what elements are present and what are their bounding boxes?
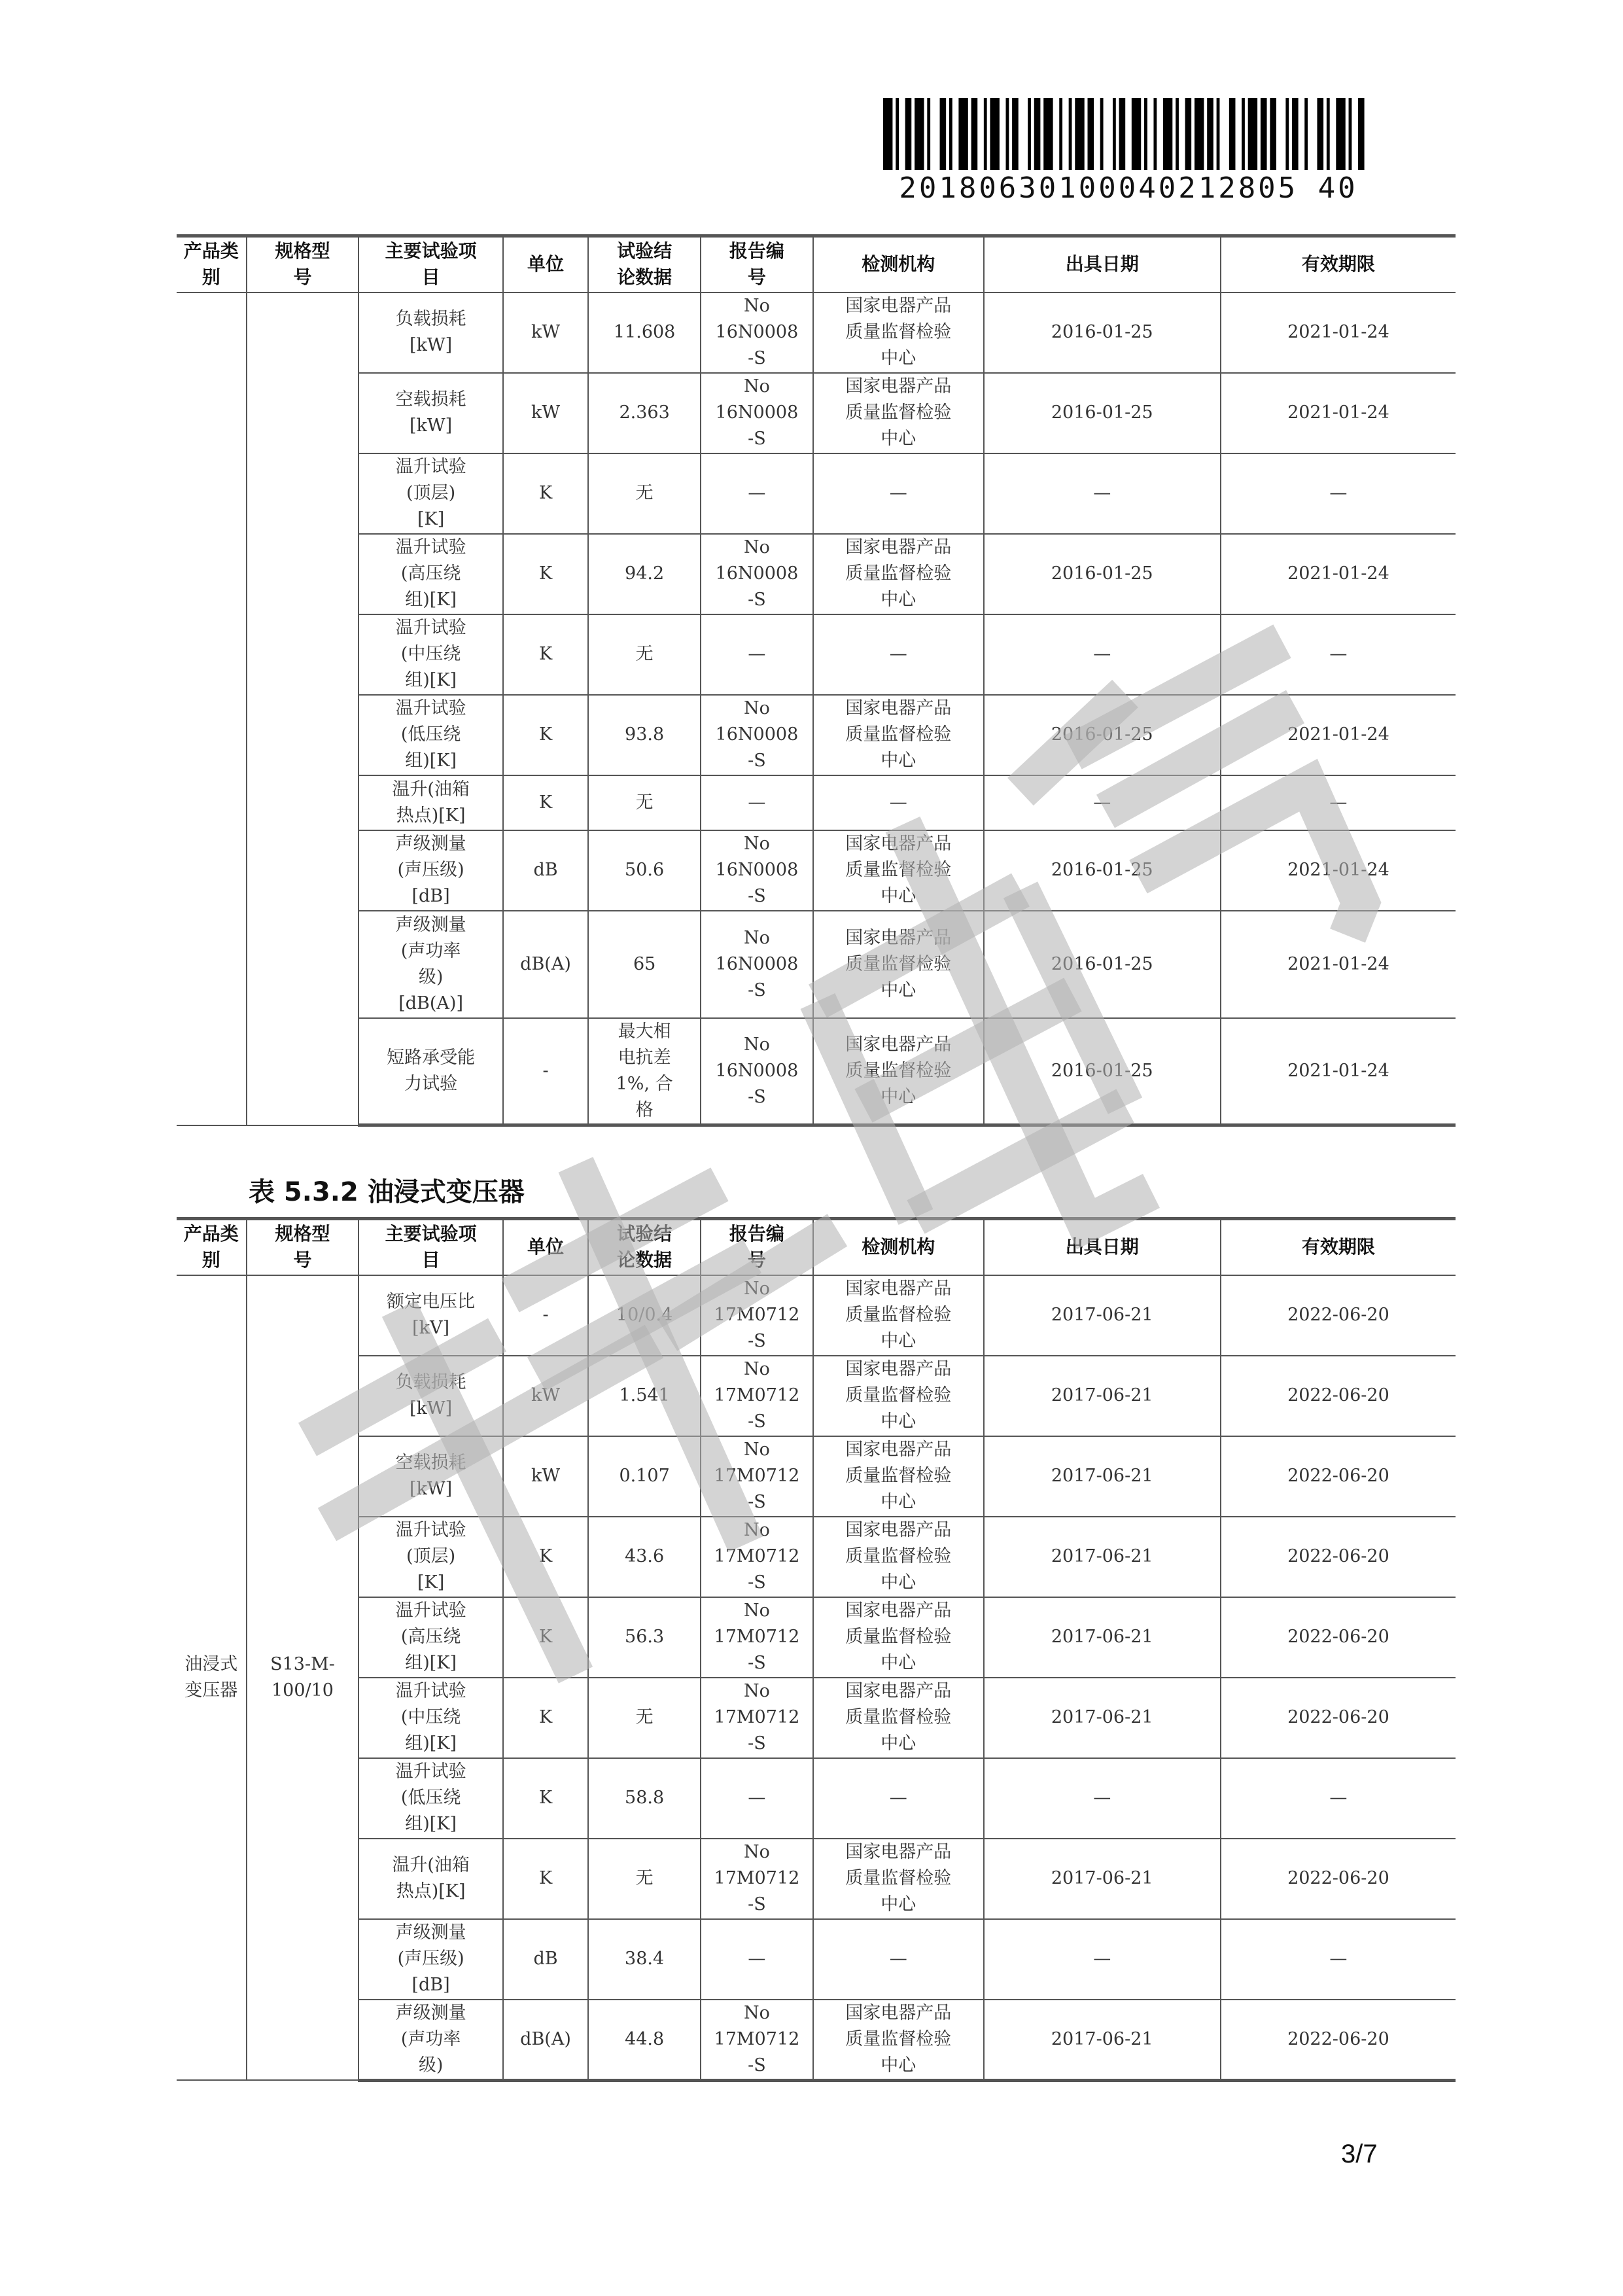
report-number-cell: —	[701, 775, 813, 830]
issue-date-cell: 2016-01-25	[984, 1018, 1221, 1125]
result-value-cell: 0.107	[588, 1436, 701, 1517]
barcode-image	[883, 98, 1374, 170]
issue-date-cell: 2017-06-21	[984, 1275, 1221, 1356]
barcode-bar	[1229, 98, 1236, 170]
test-item-cell: 负载损耗 [kW]	[358, 1356, 502, 1436]
category-cell: 油浸式 变压器	[177, 1275, 247, 2081]
test-organization-cell: 国家电器产品 质量监督检验 中心	[813, 911, 984, 1018]
test-organization-cell: —	[813, 453, 984, 534]
column-header: 产品类 别	[177, 1219, 247, 1275]
issue-date-cell: 2017-06-21	[984, 2000, 1221, 2081]
barcode-bar	[1261, 98, 1267, 170]
barcode-number: 20180630100040212805 40	[899, 171, 1358, 205]
report-number-cell: No 16N0008 -S	[701, 695, 813, 775]
test-item-cell: 声级测量 (声压级) [dB]	[358, 1919, 502, 2000]
test-item-cell: 短路承受能 力试验	[358, 1018, 502, 1125]
barcode-bar	[927, 98, 930, 170]
barcode-bar	[1185, 98, 1192, 170]
test-organization-cell: —	[813, 1758, 984, 1839]
report-number-cell: No 17M0712 -S	[701, 2000, 813, 2081]
test-organization-cell: 国家电器产品 质量监督检验 中心	[813, 1275, 984, 1356]
result-value-cell: 无	[588, 453, 701, 534]
barcode-bar	[1242, 98, 1245, 170]
result-value-cell: 38.4	[588, 1919, 701, 2000]
table-row	[177, 830, 1456, 911]
expiry-date-cell: 2022-06-20	[1221, 1436, 1456, 1517]
test-organization-cell: 国家电器产品 质量监督检验 中心	[813, 1356, 984, 1436]
expiry-date-cell: 2021-01-24	[1221, 911, 1456, 1018]
issue-date-cell: 2017-06-21	[984, 1839, 1221, 1919]
test-organization-cell: 国家电器产品 质量监督检验 中心	[813, 1678, 984, 1758]
barcode-bar	[1006, 98, 1009, 170]
barcode-bar	[1069, 98, 1072, 170]
issue-date-cell: 2016-01-25	[984, 373, 1221, 453]
unit-cell: K	[503, 453, 588, 534]
table-row	[177, 1436, 1456, 1517]
issue-date-cell: 2017-06-21	[984, 1678, 1221, 1758]
test-item-cell: 温升试验 (顶层) [K]	[358, 453, 502, 534]
barcode-bar	[958, 98, 968, 170]
test-organization-cell: 国家电器产品 质量监督检验 中心	[813, 1517, 984, 1597]
table-row	[177, 695, 1456, 775]
result-value-cell: 1.541	[588, 1356, 701, 1436]
column-header: 有效期限	[1221, 236, 1456, 292]
test-item-cell: 温升试验 (顶层) [K]	[358, 1517, 502, 1597]
table-row	[177, 1919, 1456, 2000]
table-row	[177, 614, 1456, 695]
report-number-cell: No 16N0008 -S	[701, 830, 813, 911]
issue-date-cell: 2016-01-25	[984, 695, 1221, 775]
barcode-bar	[1088, 98, 1094, 170]
issue-date-cell: 2017-06-21	[984, 1517, 1221, 1597]
test-organization-cell: 国家电器产品 质量监督检验 中心	[813, 1436, 984, 1517]
model-cell	[247, 292, 359, 1125]
unit-cell: kW	[503, 1436, 588, 1517]
report-number-cell: No 17M0712 -S	[701, 1275, 813, 1356]
unit-cell: dB(A)	[503, 911, 588, 1018]
barcode-bar	[1028, 98, 1031, 170]
issue-date-cell: 2016-01-25	[984, 292, 1221, 373]
page-number: 3/7	[1341, 2140, 1378, 2168]
issue-date-cell: 2017-06-21	[984, 1356, 1221, 1436]
barcode-bar	[1132, 98, 1141, 170]
barcode-bar	[1217, 98, 1220, 170]
expiry-date-cell: —	[1221, 1758, 1456, 1839]
column-header: 检测机构	[813, 1219, 984, 1275]
expiry-date-cell: 2022-06-20	[1221, 1597, 1456, 1678]
barcode-bar	[1270, 98, 1276, 170]
issue-date-cell: 2017-06-21	[984, 1597, 1221, 1678]
result-value-cell: 94.2	[588, 534, 701, 614]
column-header: 单位	[503, 1219, 588, 1275]
table-row	[177, 775, 1456, 830]
issue-date-cell: 2016-01-25	[984, 911, 1221, 1018]
test-organization-cell: —	[813, 775, 984, 830]
barcode-bar	[1153, 98, 1157, 170]
barcode-bar	[1034, 98, 1041, 170]
test-organization-cell: —	[813, 1919, 984, 2000]
barcode-bar	[1012, 98, 1019, 170]
barcode-bar	[1285, 98, 1289, 170]
unit-cell: K	[503, 1517, 588, 1597]
expiry-date-cell: 2021-01-24	[1221, 292, 1456, 373]
barcode-bar	[971, 98, 978, 170]
result-value-cell: 11.608	[588, 292, 701, 373]
unit-cell: dB	[503, 1919, 588, 2000]
expiry-date-cell: 2022-06-20	[1221, 1356, 1456, 1436]
column-header: 检测机构	[813, 236, 984, 292]
table-row	[177, 1758, 1456, 1839]
test-organization-cell: 国家电器产品 质量监督检验 中心	[813, 1018, 984, 1125]
expiry-date-cell: —	[1221, 614, 1456, 695]
report-number-cell: No 16N0008 -S	[701, 292, 813, 373]
column-header: 有效期限	[1221, 1219, 1456, 1275]
report-number-cell: —	[701, 1919, 813, 2000]
barcode-bar	[949, 98, 952, 170]
expiry-date-cell: 2021-01-24	[1221, 373, 1456, 453]
table-header-row	[177, 1219, 1456, 1275]
test-item-cell: 空载损耗 [kW]	[358, 1436, 502, 1517]
test-item-cell: 温升试验 (低压绕 组)[K]	[358, 1758, 502, 1839]
result-value-cell: 无	[588, 614, 701, 695]
report-number-cell: No 17M0712 -S	[701, 1678, 813, 1758]
table-row	[177, 1275, 1456, 1356]
barcode-bar	[1195, 98, 1204, 170]
result-value-cell: 56.3	[588, 1597, 701, 1678]
transformer-test-table-continued	[177, 234, 1456, 1127]
table-row	[177, 1839, 1456, 1919]
expiry-date-cell: —	[1221, 453, 1456, 534]
test-item-cell: 温升(油箱 热点)[K]	[358, 775, 502, 830]
result-value-cell: 93.8	[588, 695, 701, 775]
barcode-bar	[1304, 98, 1308, 170]
expiry-date-cell: 2021-01-24	[1221, 1018, 1456, 1125]
barcode-bar	[1176, 98, 1179, 170]
column-header: 主要试验项 目	[358, 236, 502, 292]
report-number-cell: —	[701, 1758, 813, 1839]
barcode-bar	[1144, 98, 1147, 170]
issue-date-cell: 2016-01-25	[984, 534, 1221, 614]
report-number-cell: No 17M0712 -S	[701, 1839, 813, 1919]
column-header: 产品类 别	[177, 236, 247, 292]
result-value-cell: 43.6	[588, 1517, 701, 1597]
category-cell	[177, 292, 247, 1125]
test-organization-cell: 国家电器产品 质量监督检验 中心	[813, 1597, 984, 1678]
unit-cell: K	[503, 1758, 588, 1839]
barcode-bar	[984, 98, 987, 170]
barcode-bar	[1207, 98, 1213, 170]
unit-cell: -	[503, 1275, 588, 1356]
unit-cell: -	[503, 1018, 588, 1125]
table-header-row	[177, 236, 1456, 292]
result-value-cell: 10/0.4	[588, 1275, 701, 1356]
table-row	[177, 911, 1456, 1018]
result-value-cell: 44.8	[588, 2000, 701, 2081]
column-header: 规格型 号	[247, 1219, 359, 1275]
barcode-bar	[1059, 98, 1062, 170]
report-number-cell: —	[701, 453, 813, 534]
result-value-cell: 无	[588, 1678, 701, 1758]
test-item-cell: 温升试验 (高压绕 组)[K]	[358, 534, 502, 614]
issue-date-cell: 2017-06-21	[984, 1436, 1221, 1517]
barcode-bar	[1292, 98, 1299, 170]
barcode-bar	[1075, 98, 1084, 170]
column-header: 试验结 论数据	[588, 236, 701, 292]
barcode-bar	[1358, 98, 1365, 170]
report-number-cell: No 17M0712 -S	[701, 1356, 813, 1436]
barcode-bar	[1327, 98, 1330, 170]
issue-date-cell: —	[984, 453, 1221, 534]
test-organization-cell: —	[813, 614, 984, 695]
unit-cell: K	[503, 1678, 588, 1758]
unit-cell: kW	[503, 292, 588, 373]
test-item-cell: 空载损耗 [kW]	[358, 373, 502, 453]
barcode-bar	[1317, 98, 1323, 170]
table-row	[177, 453, 1456, 534]
test-item-cell: 声级测量 (声功率 级) [dB(A)]	[358, 911, 502, 1018]
unit-cell: K	[503, 1597, 588, 1678]
expiry-date-cell: 2022-06-20	[1221, 1517, 1456, 1597]
barcode-bar	[1163, 98, 1172, 170]
result-value-cell: 无	[588, 775, 701, 830]
unit-cell: K	[503, 614, 588, 695]
unit-cell: kW	[503, 1356, 588, 1436]
result-value-cell: 无	[588, 1839, 701, 1919]
table-row	[177, 1356, 1456, 1436]
test-item-cell: 温升试验 (高压绕 组)[K]	[358, 1597, 502, 1678]
barcode-bar	[990, 98, 999, 170]
issue-date-cell: —	[984, 775, 1221, 830]
result-value-cell: 58.8	[588, 1758, 701, 1839]
table-row	[177, 2000, 1456, 2081]
barcode-bar	[883, 98, 892, 170]
expiry-date-cell: 2021-01-24	[1221, 695, 1456, 775]
result-value-cell: 最大相 电抗差 1%, 合 格	[588, 1018, 701, 1125]
test-organization-cell: 国家电器产品 质量监督检验 中心	[813, 534, 984, 614]
test-organization-cell: 国家电器产品 质量监督检验 中心	[813, 695, 984, 775]
report-number-cell: No 16N0008 -S	[701, 534, 813, 614]
report-number-cell: No 17M0712 -S	[701, 1517, 813, 1597]
table-row	[177, 1018, 1456, 1125]
table-row	[177, 373, 1456, 453]
test-organization-cell: 国家电器产品 质量监督检验 中心	[813, 292, 984, 373]
test-item-cell: 声级测量 (声功率 级)	[358, 2000, 502, 2081]
unit-cell: K	[503, 1839, 588, 1919]
result-value-cell: 65	[588, 911, 701, 1018]
test-item-cell: 温升(油箱 热点)[K]	[358, 1839, 502, 1919]
expiry-date-cell: 2021-01-24	[1221, 534, 1456, 614]
test-organization-cell: 国家电器产品 质量监督检验 中心	[813, 830, 984, 911]
oil-immersed-transformer-table	[177, 1217, 1456, 2082]
unit-cell: kW	[503, 373, 588, 453]
issue-date-cell: —	[984, 1758, 1221, 1839]
unit-cell: dB	[503, 830, 588, 911]
expiry-date-cell: 2022-06-20	[1221, 1839, 1456, 1919]
unit-cell: dB(A)	[503, 2000, 588, 2081]
barcode-bar	[896, 98, 899, 170]
column-header: 出具日期	[984, 1219, 1221, 1275]
report-number-cell: No 16N0008 -S	[701, 1018, 813, 1125]
issue-date-cell: 2016-01-25	[984, 830, 1221, 911]
barcode-bar	[905, 98, 912, 170]
column-header: 试验结 论数据	[588, 1219, 701, 1275]
report-number-cell: No 16N0008 -S	[701, 911, 813, 1018]
barcode-bar	[915, 98, 924, 170]
expiry-date-cell: —	[1221, 1919, 1456, 2000]
barcode-bar	[1248, 98, 1257, 170]
unit-cell: K	[503, 775, 588, 830]
result-value-cell: 2.363	[588, 373, 701, 453]
test-item-cell: 温升试验 (低压绕 组)[K]	[358, 695, 502, 775]
test-organization-cell: 国家电器产品 质量监督检验 中心	[813, 2000, 984, 2081]
report-number-cell: No 16N0008 -S	[701, 373, 813, 453]
barcode-bar	[1113, 98, 1116, 170]
column-header: 规格型 号	[247, 236, 359, 292]
barcode-bar	[1043, 98, 1053, 170]
test-item-cell: 温升试验 (中压绕 组)[K]	[358, 614, 502, 695]
expiry-date-cell: —	[1221, 775, 1456, 830]
barcode-bar	[1119, 98, 1126, 170]
result-value-cell: 50.6	[588, 830, 701, 911]
column-header: 主要试验项 目	[358, 1219, 502, 1275]
model-cell: S13-M- 100/10	[247, 1275, 359, 2081]
issue-date-cell: —	[984, 1919, 1221, 2000]
test-organization-cell: 国家电器产品 质量监督检验 中心	[813, 373, 984, 453]
expiry-date-cell: 2022-06-20	[1221, 1678, 1456, 1758]
expiry-date-cell: 2022-06-20	[1221, 2000, 1456, 2081]
barcode-bar	[940, 98, 947, 170]
table-row	[177, 1517, 1456, 1597]
test-organization-cell: 国家电器产品 质量监督检验 中心	[813, 1839, 984, 1919]
report-number-cell: —	[701, 614, 813, 695]
expiry-date-cell: 2021-01-24	[1221, 830, 1456, 911]
unit-cell: K	[503, 534, 588, 614]
column-header: 报告编 号	[701, 1219, 813, 1275]
table-row	[177, 534, 1456, 614]
expiry-date-cell: 2022-06-20	[1221, 1275, 1456, 1356]
column-header: 单位	[503, 236, 588, 292]
test-item-cell: 声级测量 (声压级) [dB]	[358, 830, 502, 911]
test-item-cell: 负载损耗 [kW]	[358, 292, 502, 373]
table-row	[177, 1678, 1456, 1758]
barcode-bar	[1336, 98, 1345, 170]
barcode-bar	[1100, 98, 1104, 170]
table-row	[177, 292, 1456, 373]
report-number-cell: No 17M0712 -S	[701, 1436, 813, 1517]
unit-cell: K	[503, 695, 588, 775]
barcode-bar	[1349, 98, 1352, 170]
test-item-cell: 额定电压比 [kV]	[358, 1275, 502, 1356]
column-header: 报告编 号	[701, 236, 813, 292]
test-item-cell: 温升试验 (中压绕 组)[K]	[358, 1678, 502, 1758]
column-header: 出具日期	[984, 236, 1221, 292]
report-number-cell: No 17M0712 -S	[701, 1597, 813, 1678]
table-caption: 表 5.3.2 油浸式变压器	[249, 1177, 525, 1207]
table-row	[177, 1597, 1456, 1678]
issue-date-cell: —	[984, 614, 1221, 695]
